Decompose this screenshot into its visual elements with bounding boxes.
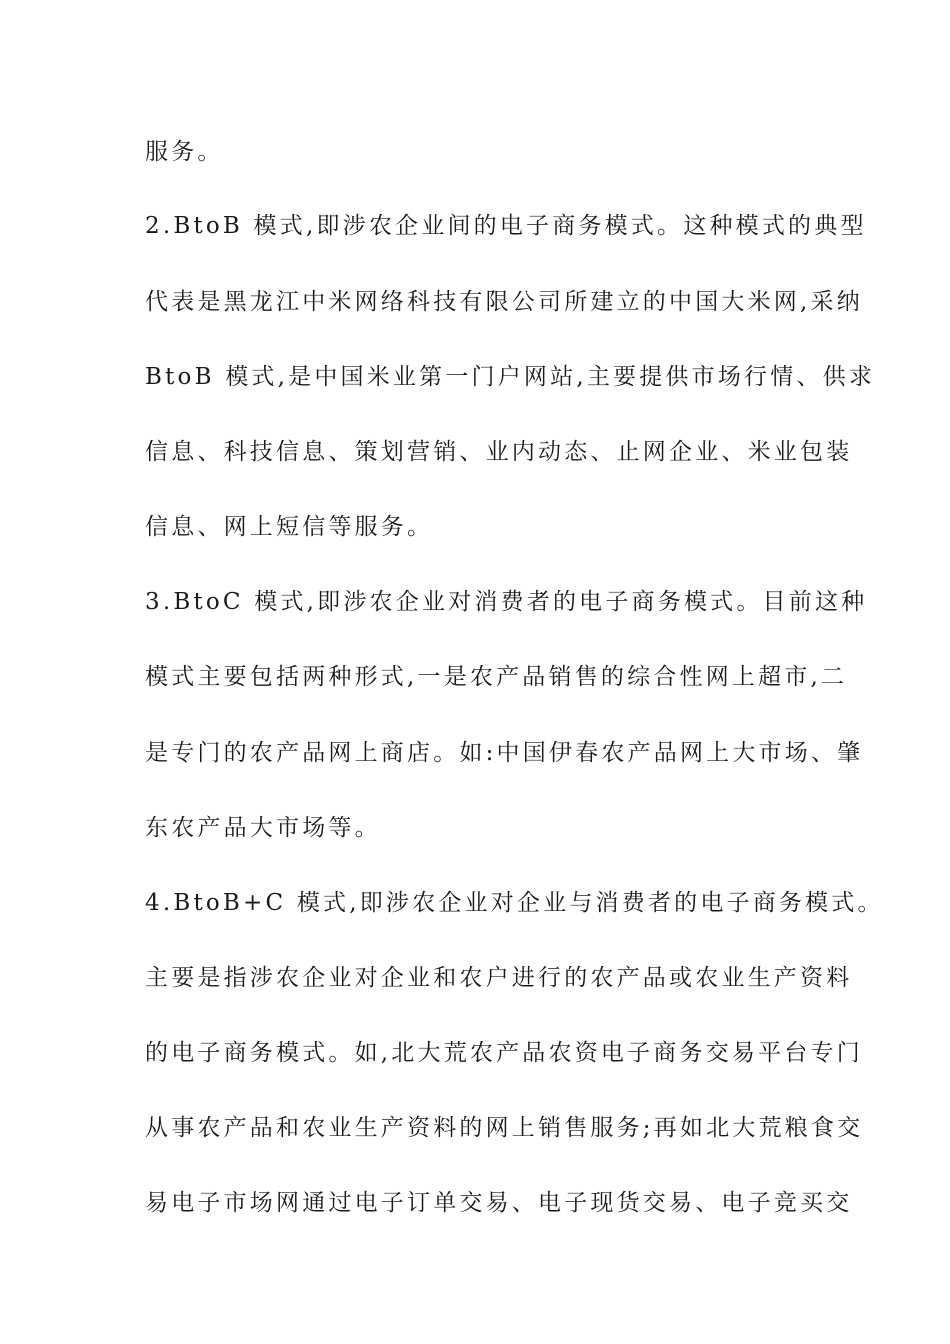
text-line: 主要是指涉农企业对企业和农户进行的农产品或农业生产资料 [145,965,853,991]
text-line: BtoB 模式,是中国米业第一门户网站,主要提供市场行情、供求 [145,364,876,390]
text-line: 东农产品大市场等。 [145,815,381,841]
text-line: 信息、网上短信等服务。 [145,514,434,540]
text-line: 信息、科技信息、策划营销、业内动态、止网企业、米业包装 [145,439,853,465]
text-line: 从事农产品和农业生产资料的网上销售服务;再如北大荒粮食交 [145,1115,864,1141]
text-line: 代表是黑龙江中米网络科技有限公司所建立的中国大米网,采纳 [145,289,863,315]
text-line: 模式主要包括两种形式,一是农产品销售的综合性网上超市,二 [145,664,848,690]
text-line: 4.BtoB+C 模式,即涉农企业对企业与消费者的电子商务模式。 [145,890,884,916]
text-line: 易电子市场网通过电子订单交易、电子现货交易、电子竞买交 [145,1190,853,1216]
text-line: 3.BtoC 模式,即涉农企业对消费者的电子商务模式。目前这种 [145,589,868,615]
text-line: 服务。 [145,139,224,165]
text-line: 的电子商务模式。如,北大荒农产品农资电子商务交易平台专门 [145,1040,863,1066]
text-line: 2.BtoB 模式,即涉农企业间的电子商务模式。这种模式的典型 [145,213,867,239]
text-line: 是专门的农产品网上商店。如:中国伊春农产品网上大市场、肇 [145,740,864,766]
